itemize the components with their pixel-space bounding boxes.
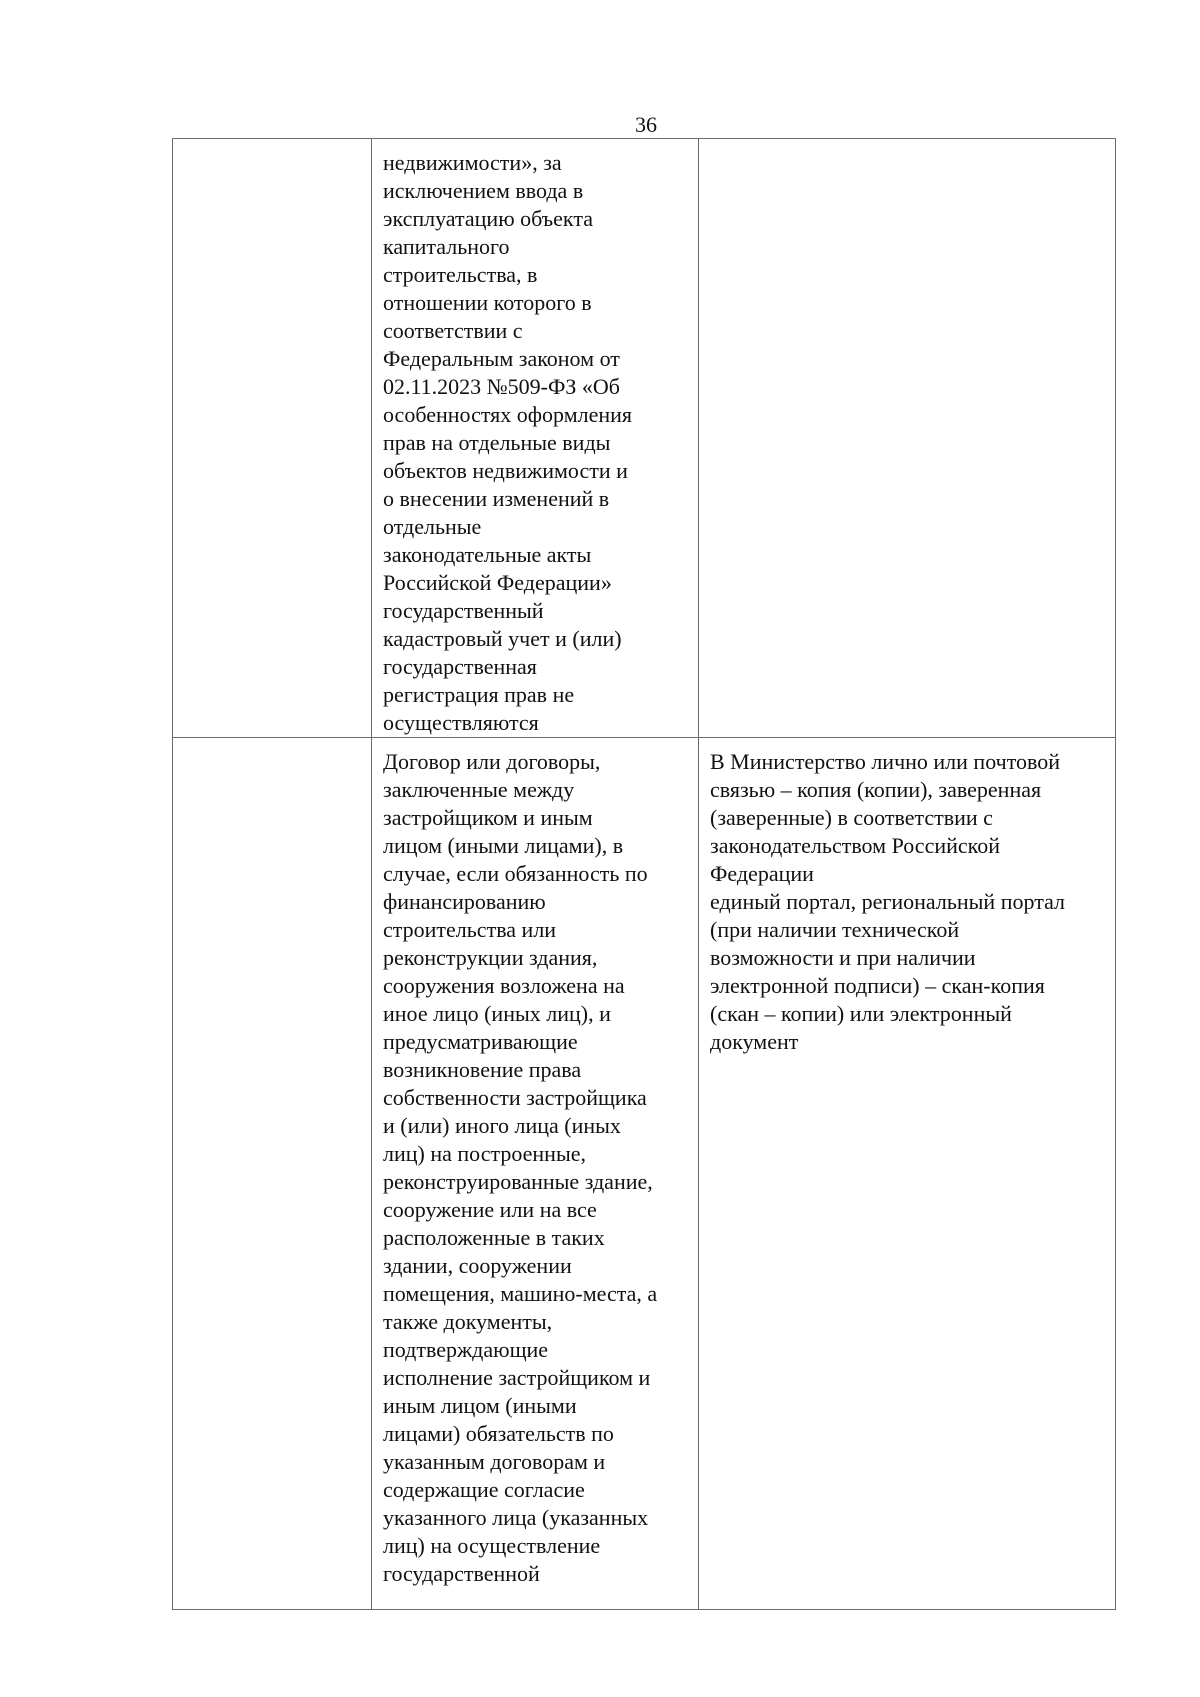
table-row — [173, 738, 1116, 1610]
page-number: 36 — [635, 112, 657, 137]
table-cell-submission-method: В Министерство лично или почтовой связью – копия (копии), заверенная (заверенные) в соответствии с законодательством Российской Федерации единый портал, региональный портал (при наличии технической возможности и при наличии электронной подписи) – скан-копия (скан – копии) или электронный документ — [699, 738, 1116, 1610]
table-cell-document-description: недвижимости», за исключением ввода в эксплуатацию объекта капитального строительства, в отношении которого в соответствии с Федеральным законом от 02.11.2023 №509-ФЗ «Об особенностях оформления прав на отдельные виды объектов недвижимости и о внесении изменений в отдельные законодательные акты Российской Федерации» государственный кадастровый учет и (или) государственная регистрация прав не осуществляются — [372, 139, 699, 738]
table-row — [173, 139, 1116, 738]
document-table — [172, 138, 1116, 1610]
table-cell-submission-method — [699, 139, 1116, 738]
table-cell-col1 — [173, 139, 372, 738]
table-cell-document-description: Договор или договоры, заключенные между застройщиком и иным лицом (иными лицами), в случае, если обязанность по финансированию строительства или реконструкции здания, сооружения возложена на иное лицо (иных лиц), и предусматривающие возникновение права собственности застройщика и (или) иного лица (иных лиц) на построенные, реконструированные здание, сооружение или на все расположенные в таких здании, сооружении помещения, машино-места, а также документы, подтверждающие исполнение застройщиком и иным лицом (иными лицами) обязательств по указанным договорам и содержащие согласие указанного лица (указанных лиц) на осуществление государственной — [372, 738, 699, 1610]
table-cell-col1 — [173, 738, 372, 1610]
